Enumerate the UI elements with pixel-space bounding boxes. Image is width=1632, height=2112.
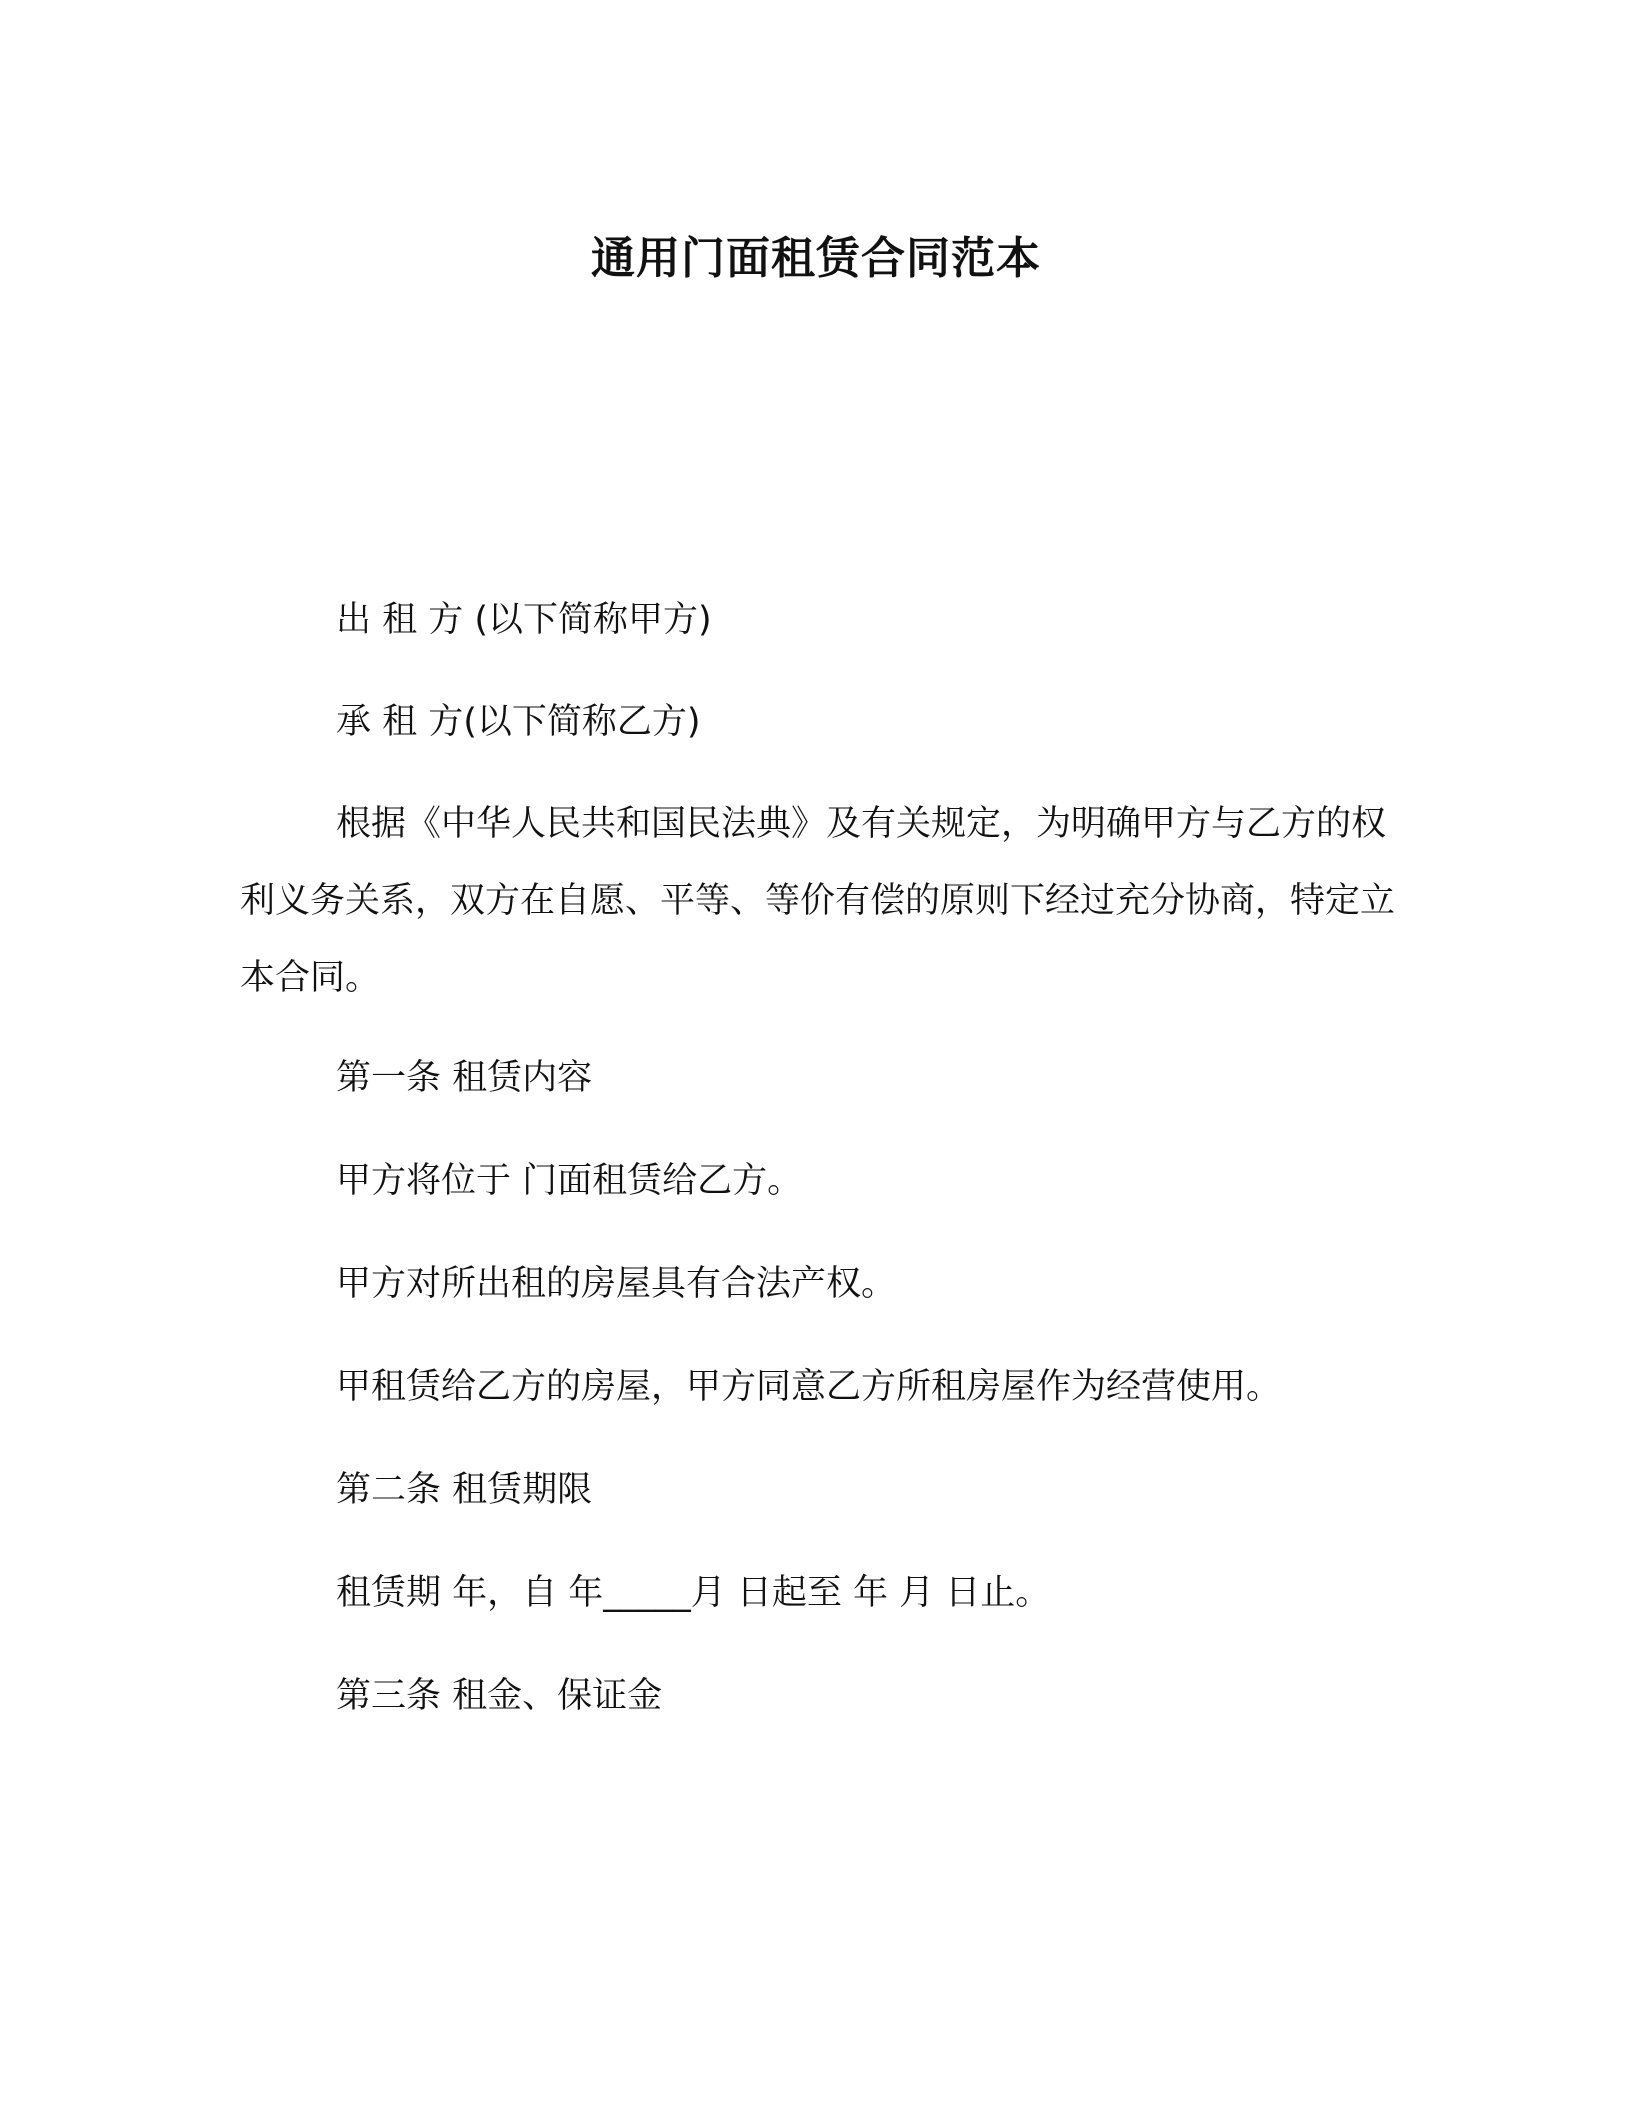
lessee-line: 承 租 方(以下简称乙方) [336,702,701,742]
lessor-line: 出 租 方 (以下简称甲方) [336,600,712,640]
article-2-clause-1: 租赁期 年，自 年_____月 日起至 年 月 日止。 [336,1573,1051,1613]
article-3-heading: 第三条 租金、保证金 [336,1676,663,1716]
article-1-clause-3: 甲租赁给乙方的房屋，甲方同意乙方所租房屋作为经营使用。 [336,1367,1282,1407]
article-2-heading: 第二条 租赁期限 [336,1470,593,1510]
article-1-clause-1: 甲方将位于 门面租赁给乙方。 [336,1161,803,1201]
document-title: 通用门面租赁合同范本 [591,233,1041,284]
article-1-clause-2: 甲方对所出租的房屋具有合法产权。 [336,1264,897,1304]
article-1-heading: 第一条 租赁内容 [336,1058,593,1098]
preamble-paragraph: 根据《中华人民共和国民法典》及有关规定，为明确甲方与乙方的权利义务关系，双方在自愿、平等、等价有偿的原则下经过充分协商，特定立本合同。 [240,804,1396,998]
